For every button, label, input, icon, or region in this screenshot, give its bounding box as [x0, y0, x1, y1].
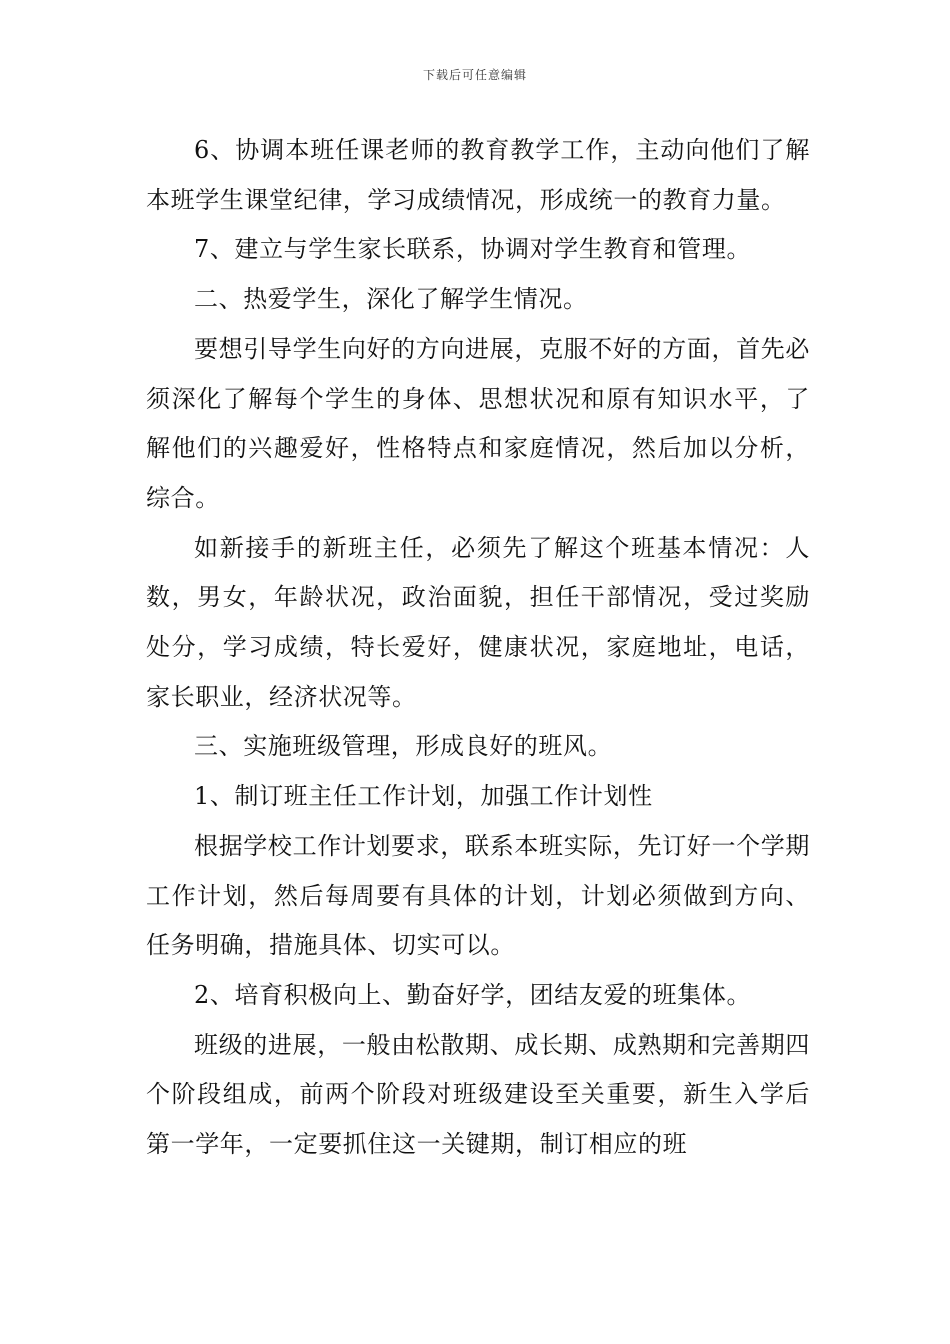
paragraph-new-class-teacher: 如新接手的新班主任，必须先了解这个班基本情况：人数，男女，年龄状况，政治面貌，担任干部情况，受过奖励处分，学习成绩，特长爱好，健康状况，家庭地址，电话，家长职业，经济状况等。 [146, 533, 810, 711]
paragraph-work-plan: 根据学校工作计划要求，联系本班实际，先订好一个学期工作计划，然后每周要有具体的计划，计划必须做到方向、任务明确，措施具体、切实可以。 [146, 831, 810, 960]
section-heading-3: 三、实施班级管理，形成良好的班风。 [194, 732, 613, 761]
document-body [146, 126, 810, 1170]
paragraph-understand-students: 要想引导学生向好的方向进展，克服不好的方面，首先必须深化了解每个学生的身体、思想状况和原有知识水平，了解他们的兴趣爱好，性格特点和家庭情况，然后加以分析，综合。 [146, 334, 810, 512]
subheading-1: 1、制订班主任工作计划，加强工作计划性 [194, 782, 653, 811]
paragraph-item-6: 6、协调本班任课老师的教育教学工作，主动向他们了解本班学生课堂纪律，学习成绩情况，形成统一的教育力量。 [146, 136, 810, 214]
paragraph-class-development: 班级的进展，一般由松散期、成长期、成熟期和完善期四个阶段组成，前两个阶段对班级建设至关重要，新生入学后第一学年，一定要抓住这一关键期，制订相应的班 [146, 1030, 810, 1159]
section-heading-2: 二、热爱学生，深化了解学生情况。 [194, 285, 588, 314]
subheading-2: 2、培育积极向上、勤奋好学，团结友爱的班集体。 [194, 980, 752, 1009]
paragraph-item-7: 7、建立与学生家长联系，协调对学生教育和管理。 [194, 235, 752, 264]
header-note: 下载后可任意编辑 [422, 68, 527, 82]
